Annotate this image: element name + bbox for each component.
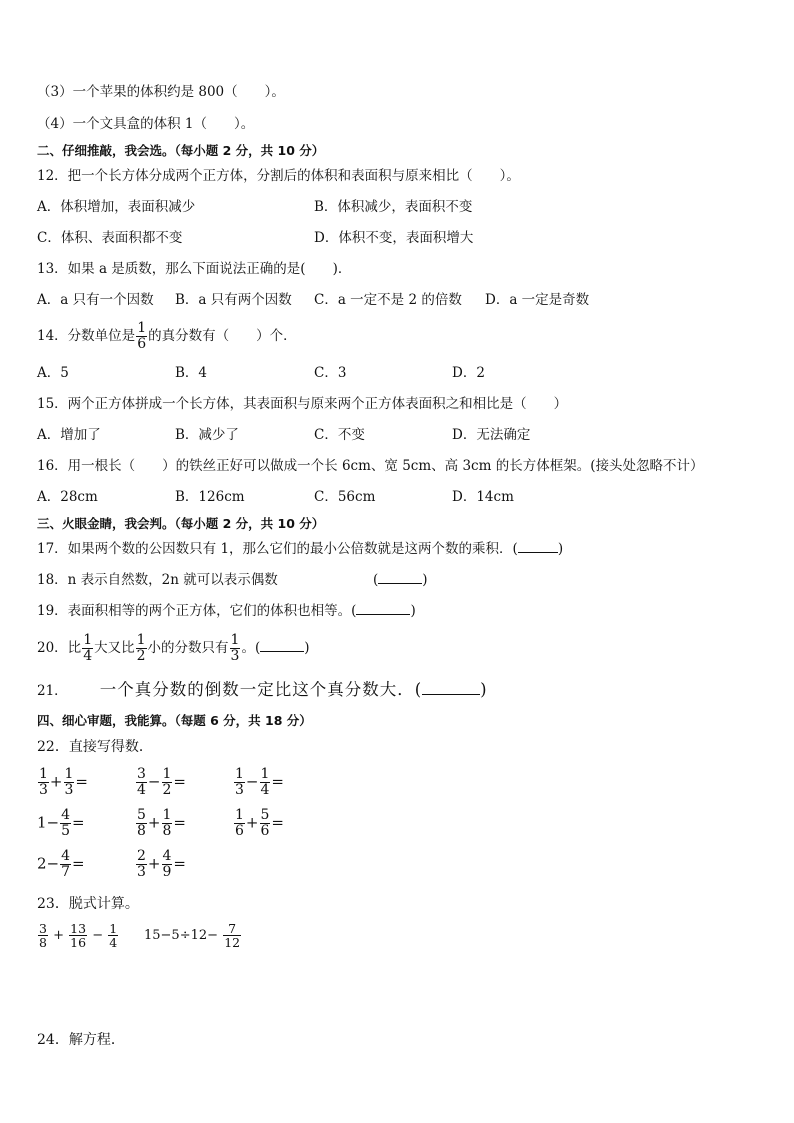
q22-item-4-fraction-b bbox=[60, 808, 71, 839]
q22-item-2-operator: − bbox=[147, 772, 161, 791]
question-21 bbox=[37, 680, 488, 701]
question-16: 16．用一根长（ ）的铁丝正好可以做成一个长 6cm、宽 5cm、高 3cm 的长方体框架。(接头处忽略不计） bbox=[37, 458, 704, 474]
q22-item-5-b-denominator: 8 bbox=[162, 823, 172, 839]
q20-text-a: 20．比 bbox=[37, 640, 82, 656]
q12-option-a: A．体积增加，表面积减少 bbox=[37, 199, 196, 215]
q22-item-8 bbox=[135, 849, 186, 880]
q17-answer-blank[interactable] bbox=[518, 552, 558, 553]
question-12: 12．把一个长方体分成两个正方体，分割后的体积和表面积与原来相比（ ）。 bbox=[37, 168, 520, 184]
q15-option-c: C．不变 bbox=[314, 427, 365, 443]
q22-item-5 bbox=[135, 808, 186, 839]
q22-item-8-fraction-a bbox=[136, 849, 147, 880]
q23-e1-f1-numerator: 3 bbox=[39, 921, 47, 936]
q22-item-4-equals: = bbox=[72, 813, 85, 832]
q22-item-5-equals: = bbox=[173, 813, 186, 832]
q23-expression-1 bbox=[37, 922, 119, 949]
q23-e1-f2-denominator: 16 bbox=[70, 935, 87, 950]
question-17 bbox=[37, 540, 563, 558]
q20-fraction-1 bbox=[82, 633, 93, 664]
q14-fraction bbox=[136, 321, 147, 352]
q22-item-1-operator: + bbox=[49, 772, 63, 791]
q22-item-8-equals: = bbox=[173, 854, 186, 873]
q15-option-b: B．减少了 bbox=[175, 427, 239, 443]
q22-item-7-whole: 2− bbox=[37, 854, 60, 873]
q20-text-c: 小的分数只有 bbox=[147, 640, 229, 656]
q22-item-6-equals: = bbox=[271, 813, 284, 832]
q13-option-b: B．a 只有两个因数 bbox=[175, 292, 292, 308]
q11-part3: （3）一个苹果的体积约是 800（ ）。 bbox=[37, 84, 285, 100]
q22-item-2 bbox=[135, 767, 186, 798]
q20-text-b: 大又比 bbox=[94, 640, 135, 656]
q22-item-3-b-numerator: 1 bbox=[260, 766, 270, 782]
q22-item-4-whole: 1− bbox=[37, 813, 60, 832]
q23-e1-fraction-1 bbox=[38, 922, 48, 949]
q22-item-3-fraction-b bbox=[260, 767, 271, 798]
question-24: 24．解方程． bbox=[37, 1032, 125, 1048]
question-22: 22．直接写得数． bbox=[37, 739, 153, 755]
q22-item-3-operator: − bbox=[245, 772, 259, 791]
q14-option-c: C．3 bbox=[314, 365, 347, 381]
q19-text: 19．表面积相等的两个正方体，它们的体积也相等。( bbox=[37, 603, 357, 619]
q22-item-6-b-numerator: 5 bbox=[260, 807, 270, 823]
q18-answer: ( ) bbox=[373, 572, 428, 588]
q22-item-7 bbox=[37, 849, 85, 880]
q23-e1-fraction-3 bbox=[108, 922, 118, 949]
q18-answer-blank[interactable] bbox=[378, 583, 422, 584]
q22-item-5-fraction-b bbox=[162, 808, 173, 839]
q17-close-paren: ) bbox=[557, 541, 564, 557]
q17-text: 17．如果两个数的公因数只有 1，那么它们的最小公倍数就是这两个数的乘积．( bbox=[37, 541, 518, 557]
q22-item-1-b-numerator: 1 bbox=[64, 766, 74, 782]
q15-option-d: D．无法确定 bbox=[452, 427, 531, 443]
question-14 bbox=[37, 320, 297, 352]
question-20 bbox=[37, 630, 310, 666]
q14-fraction-numerator: 1 bbox=[137, 320, 147, 336]
q23-e1-fraction-2 bbox=[69, 922, 87, 949]
q22-item-3-a-numerator: 1 bbox=[235, 766, 244, 782]
q22-item-6-fraction-b bbox=[260, 808, 271, 839]
q20-text-d: 。( bbox=[241, 640, 261, 656]
q18-text: 18．n 表示自然数，2n 就可以表示偶数 bbox=[37, 572, 278, 588]
q22-item-1-equals: = bbox=[75, 772, 88, 791]
q23-expression-2 bbox=[144, 922, 242, 949]
q14-text-pre: 14．分数单位是 bbox=[37, 328, 136, 344]
q22-item-5-b-numerator: 1 bbox=[162, 807, 172, 823]
q23-e1-f1-denominator: 8 bbox=[39, 935, 47, 950]
q22-item-5-a-denominator: 8 bbox=[137, 823, 146, 839]
question-18 bbox=[37, 571, 278, 589]
q22-item-7-b-denominator: 7 bbox=[61, 864, 71, 880]
q22-item-4 bbox=[37, 808, 85, 839]
question-19 bbox=[37, 602, 416, 620]
q19-close-paren: ) bbox=[410, 603, 416, 619]
section-4-heading: 四、细心审题，我能算。（每题 6 分，共 18 分） bbox=[37, 713, 312, 728]
q22-item-1-a-numerator: 1 bbox=[39, 766, 48, 782]
q20-fraction-2-numerator: 1 bbox=[136, 632, 146, 648]
q22-item-2-equals: = bbox=[173, 772, 186, 791]
q20-fraction-3 bbox=[230, 633, 241, 664]
q22-item-8-operator: + bbox=[147, 854, 161, 873]
q22-item-2-a-numerator: 3 bbox=[137, 766, 146, 782]
q16-option-a: A．28cm bbox=[37, 489, 98, 505]
q22-item-3-fraction-a bbox=[234, 767, 245, 798]
question-15: 15．两个正方体拼成一个长方体，其表面积与原来两个正方体表面积之和相比是（ ） bbox=[37, 396, 568, 412]
q22-item-6-b-denominator: 6 bbox=[260, 823, 270, 839]
q22-item-6-a-numerator: 1 bbox=[235, 807, 244, 823]
q11-part4: （4）一个文具盒的体积 1（ ）。 bbox=[37, 116, 255, 132]
q21-text: 一个真分数的倒数一定比这个真分数大．( bbox=[99, 680, 423, 699]
q22-item-3-equals: = bbox=[271, 772, 284, 791]
q22-item-5-fraction-a bbox=[136, 808, 147, 839]
q14-option-b: B．4 bbox=[175, 365, 208, 381]
section-2-heading: 二、仔细推敲，我会选。（每小题 2 分，共 10 分） bbox=[37, 143, 325, 158]
q22-item-4-b-denominator: 5 bbox=[61, 823, 71, 839]
q22-item-8-fraction-b bbox=[162, 849, 173, 880]
q22-item-6 bbox=[233, 808, 284, 839]
q22-item-7-b-numerator: 4 bbox=[61, 848, 71, 864]
section-3-heading: 三、火眼金睛，我会判。（每小题 2 分，共 10 分） bbox=[37, 516, 325, 531]
q18-close-paren: ) bbox=[422, 572, 428, 588]
q22-item-1 bbox=[37, 767, 88, 798]
q22-item-2-fraction-a bbox=[136, 767, 147, 798]
q21-answer-blank[interactable] bbox=[422, 694, 480, 695]
q22-item-3-a-denominator: 3 bbox=[235, 782, 244, 798]
q22-item-1-b-denominator: 3 bbox=[64, 782, 74, 798]
q22-item-2-b-denominator: 2 bbox=[162, 782, 172, 798]
q14-option-a: A．5 bbox=[37, 365, 69, 381]
q23-e1-operator-1: + bbox=[53, 928, 64, 943]
q22-item-5-a-numerator: 5 bbox=[137, 807, 146, 823]
q22-item-7-fraction-b bbox=[60, 849, 71, 880]
q16-option-c: C．56cm bbox=[314, 489, 376, 505]
q22-item-2-b-numerator: 1 bbox=[162, 766, 172, 782]
q23-e1-operator-2: − bbox=[92, 928, 104, 943]
q12-option-b: B．体积减少，表面积不变 bbox=[314, 199, 473, 215]
question-23: 23．脱式计算。 bbox=[37, 896, 139, 912]
q14-text-post: 的真分数有（ ）个． bbox=[148, 328, 297, 344]
q14-option-d: D．2 bbox=[452, 365, 485, 381]
q22-item-6-operator: + bbox=[245, 813, 259, 832]
q12-option-d: D．体积不变，表面积增大 bbox=[314, 230, 474, 246]
q22-item-4-b-numerator: 4 bbox=[61, 807, 71, 823]
q23-e2-fraction bbox=[223, 922, 241, 949]
q22-item-2-fraction-b bbox=[162, 767, 173, 798]
q13-option-a: A．a 只有一个因数 bbox=[37, 292, 154, 308]
q20-fraction-2 bbox=[136, 633, 147, 664]
q20-fraction-3-numerator: 1 bbox=[230, 632, 240, 648]
q13-option-d: D．a 一定是奇数 bbox=[485, 292, 590, 308]
question-13: 13．如果 a 是质数，那么下面说法正确的是( )． bbox=[37, 261, 352, 277]
q20-close-paren: ) bbox=[304, 640, 310, 656]
q22-item-8-b-denominator: 9 bbox=[162, 864, 172, 880]
q22-item-8-a-denominator: 3 bbox=[137, 864, 146, 880]
q23-e2-denominator: 12 bbox=[224, 935, 241, 950]
q14-fraction-denominator: 6 bbox=[137, 336, 147, 352]
q20-fraction-2-denominator: 2 bbox=[136, 648, 146, 664]
q13-option-c: C．a 一定不是 2 的倍数 bbox=[314, 292, 462, 308]
q22-item-1-fraction-a bbox=[38, 767, 49, 798]
q22-item-6-a-denominator: 6 bbox=[235, 823, 244, 839]
q22-item-1-a-denominator: 3 bbox=[39, 782, 48, 798]
q12-option-c: C．体积、表面积都不变 bbox=[37, 230, 183, 246]
q22-item-6-fraction-a bbox=[234, 808, 245, 839]
q21-number: 21． bbox=[37, 683, 68, 699]
q20-answer-blank[interactable] bbox=[260, 651, 304, 652]
q16-option-b: B．126cm bbox=[175, 489, 245, 505]
q23-e2-text: 15−5÷12− bbox=[144, 928, 219, 943]
q22-item-8-b-numerator: 4 bbox=[162, 848, 172, 864]
q16-option-d: D．14cm bbox=[452, 489, 514, 505]
q20-fraction-1-numerator: 1 bbox=[83, 632, 93, 648]
q22-item-1-fraction-b bbox=[64, 767, 75, 798]
q22-item-5-operator: + bbox=[147, 813, 161, 832]
q23-e2-numerator: 7 bbox=[223, 922, 241, 936]
q15-option-a: A．增加了 bbox=[37, 427, 101, 443]
q22-item-8-a-numerator: 2 bbox=[137, 848, 146, 864]
q20-fraction-3-denominator: 3 bbox=[230, 648, 240, 664]
q20-fraction-1-denominator: 4 bbox=[83, 648, 93, 664]
q23-e1-f3-denominator: 4 bbox=[109, 935, 118, 950]
q22-item-3-b-denominator: 4 bbox=[260, 782, 270, 798]
q22-item-3 bbox=[233, 767, 284, 798]
q23-e1-f3-numerator: 1 bbox=[109, 921, 118, 936]
q23-e1-f2-numerator: 13 bbox=[70, 921, 87, 936]
q21-close-paren: ) bbox=[480, 680, 488, 699]
q22-item-2-a-denominator: 4 bbox=[137, 782, 146, 798]
q19-answer-blank[interactable] bbox=[356, 614, 410, 615]
q22-item-7-equals: = bbox=[72, 854, 85, 873]
